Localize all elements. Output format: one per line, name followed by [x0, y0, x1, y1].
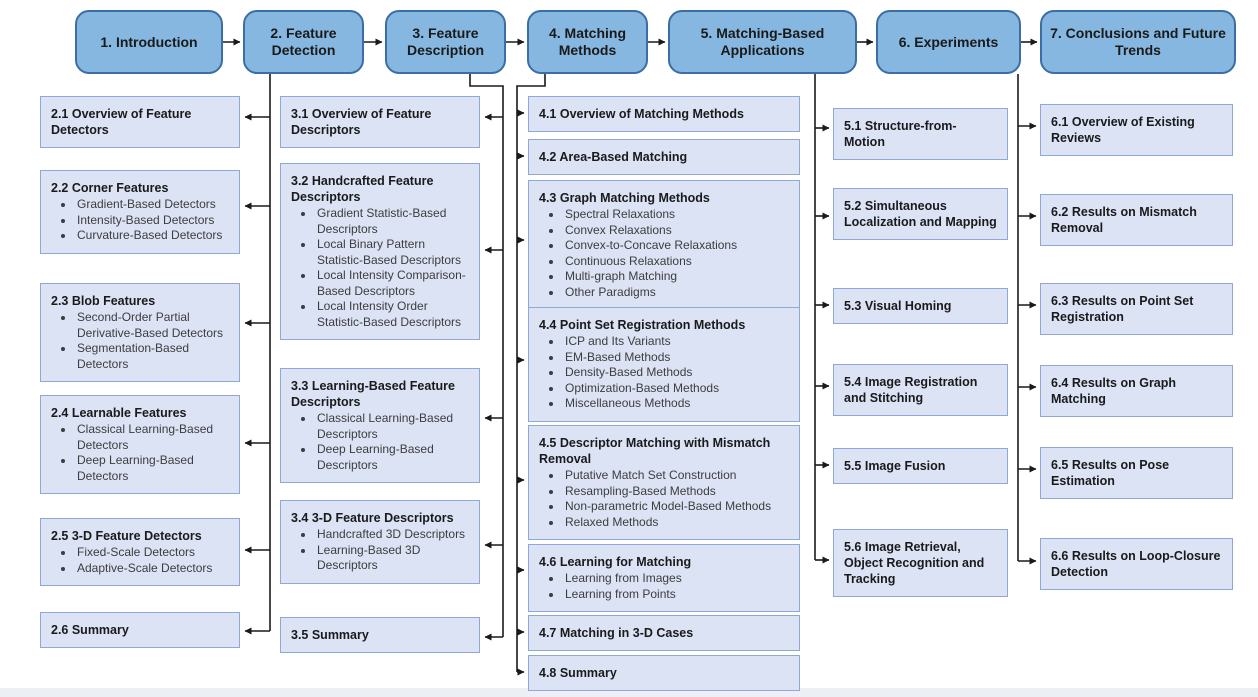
bullet-item: • Other Paradigms: [563, 285, 789, 301]
chapter-label: 7. Conclusions and Future Trends: [1050, 25, 1226, 58]
bullet-item: • Putative Match Set Construction: [563, 468, 789, 484]
bullet-item: • Convex-to-Concave Relaxations: [563, 238, 789, 254]
chapter-box-1: [75, 10, 223, 74]
section-box-4-5: [528, 425, 800, 540]
chapter-label: 6. Experiments: [898, 33, 999, 50]
section-box-2-3: [40, 283, 240, 382]
section-title: 6.3 Results on Point Set Registration: [1051, 294, 1194, 324]
bullet-item: • Gradient-Based Detectors: [75, 197, 229, 213]
bullet-list: [539, 334, 789, 412]
bullet-item: • Handcrafted 3D Descriptors: [315, 527, 469, 543]
chapter-box-3: [385, 10, 506, 74]
bullet-list: [51, 545, 229, 576]
bullet-list: [291, 527, 469, 574]
section-title: 4.1 Overview of Matching Methods: [539, 107, 744, 121]
bullet-item: • Non-parametric Model-Based Methods: [563, 499, 789, 515]
bullet-item: • Learning from Points: [563, 587, 789, 603]
section-box-4-8: [528, 655, 800, 691]
section-title: 5.4 Image Registration and Stitching: [844, 375, 978, 405]
bullet-item: • Local Intensity Order Statistic-Based Descriptors: [315, 299, 469, 330]
bullet-item: • Fixed-Scale Detectors: [75, 545, 229, 561]
chapter-box-7: [1040, 10, 1236, 74]
spine-chapter-2: [245, 74, 270, 631]
chapter-label: 5. Matching-Based Applications: [700, 25, 825, 58]
bullet-item: • Deep Learning-Based Detectors: [75, 453, 229, 484]
bullet-item: • ICP and Its Variants: [563, 334, 789, 350]
section-title: 3.2 Handcrafted Feature Descriptors: [291, 174, 434, 204]
bullet-list: [51, 197, 229, 244]
section-title: 3.1 Overview of Feature Descriptors: [291, 107, 432, 137]
bullet-list: [539, 571, 789, 602]
bullet-item: • Miscellaneous Methods: [563, 396, 789, 412]
section-title: 5.2 Simultaneous Localization and Mapping: [844, 199, 997, 229]
chapter-box-4: [527, 10, 648, 74]
bullet-list: [291, 206, 469, 330]
bullet-item: • EM-Based Methods: [563, 350, 789, 366]
chapter-label: 2. Feature Detection: [270, 25, 337, 58]
bullet-item: • Segmentation-Based Detectors: [75, 341, 229, 372]
section-box-2-1: [40, 96, 240, 148]
section-box-6-2: [1040, 194, 1233, 246]
section-title: 2.3 Blob Features: [51, 294, 156, 308]
chapter-label: 3. Feature Description: [406, 25, 484, 58]
bullet-item: • Local Binary Pattern Statistic-Based Descriptors: [315, 237, 469, 268]
chapter-box-5: [668, 10, 857, 74]
section-box-4-4: [528, 307, 800, 422]
bullet-item: • Convex Relaxations: [563, 223, 789, 239]
section-title: 4.5 Descriptor Matching with Mismatch Removal: [539, 436, 771, 466]
section-box-3-5: [280, 617, 480, 653]
section-title: 2.1 Overview of Feature Detectors: [51, 107, 192, 137]
bullet-item: • Classical Learning-Based Descriptors: [315, 411, 469, 442]
section-title: 4.2 Area-Based Matching: [539, 150, 688, 164]
bullet-item: • Density-Based Methods: [563, 365, 789, 381]
chapter-box-2: [243, 10, 364, 74]
section-title: 2.5 3-D Feature Detectors: [51, 529, 202, 543]
section-box-4-3: [528, 180, 800, 310]
bullet-item: • Spectral Relaxations: [563, 207, 789, 223]
section-title: 4.6 Learning for Matching: [539, 555, 692, 569]
section-box-4-2: [528, 139, 800, 175]
bullet-item: • Continuous Relaxations: [563, 254, 789, 270]
section-box-3-2: [280, 163, 480, 340]
section-box-5-6: [833, 529, 1008, 597]
section-title: 2.2 Corner Features: [51, 181, 169, 195]
section-box-3-1: [280, 96, 480, 148]
section-title: 5.1 Structure-from-Motion: [844, 119, 957, 149]
section-title: 5.3 Visual Homing: [844, 299, 952, 313]
section-title: 4.8 Summary: [539, 666, 617, 680]
section-box-2-5: [40, 518, 240, 586]
bullet-item: • Relaxed Methods: [563, 515, 789, 531]
section-title: 6.2 Results on Mismatch Removal: [1051, 205, 1197, 235]
section-box-3-4: [280, 500, 480, 584]
section-box-2-4: [40, 395, 240, 494]
spine-chapter-5: [815, 74, 829, 560]
chapter-label: 1. Introduction: [100, 33, 198, 50]
bullet-item: • Gradient Statistic-Based Descriptors: [315, 206, 469, 237]
section-box-4-7: [528, 615, 800, 651]
bullet-list: [539, 468, 789, 530]
section-box-4-1: [528, 96, 800, 132]
section-box-5-4: [833, 364, 1008, 416]
section-box-2-2: [40, 170, 240, 254]
section-title: 6.4 Results on Graph Matching: [1051, 376, 1177, 406]
section-title: 2.6 Summary: [51, 623, 129, 637]
bullet-list: [51, 310, 229, 372]
section-box-6-5: [1040, 447, 1233, 499]
bullet-item: • Optimization-Based Methods: [563, 381, 789, 397]
section-box-6-1: [1040, 104, 1233, 156]
section-title: 6.5 Results on Pose Estimation: [1051, 458, 1170, 488]
spine-chapter-6: [1018, 74, 1036, 561]
bullet-item: • Learning from Images: [563, 571, 789, 587]
chapter-box-6: [876, 10, 1021, 74]
bullet-list: [51, 422, 229, 484]
section-title: 6.6 Results on Loop-Closure Detection: [1051, 549, 1221, 579]
bullet-item: • Adaptive-Scale Detectors: [75, 561, 229, 577]
section-title: 3.3 Learning-Based Feature Descriptors: [291, 379, 455, 409]
section-title: 5.5 Image Fusion: [844, 459, 946, 473]
section-box-6-3: [1040, 283, 1233, 335]
section-box-4-6: [528, 544, 800, 612]
section-title: 4.4 Point Set Registration Methods: [539, 318, 746, 332]
section-title: 3.4 3-D Feature Descriptors: [291, 511, 454, 525]
section-title: 6.1 Overview of Existing Reviews: [1051, 115, 1195, 145]
bullet-item: • Deep Learning-Based Descriptors: [315, 442, 469, 473]
section-title: 4.7 Matching in 3-D Cases: [539, 626, 694, 640]
bullet-item: • Classical Learning-Based Detectors: [75, 422, 229, 453]
bullet-list: [539, 207, 789, 300]
chapter-label: 4. Matching Methods: [548, 25, 626, 58]
bullet-list: [291, 411, 469, 473]
bullet-item: • Learning-Based 3D Descriptors: [315, 543, 469, 574]
section-box-3-3: [280, 368, 480, 483]
section-box-5-2: [833, 188, 1008, 240]
bullet-item: • Multi-graph Matching: [563, 269, 789, 285]
section-box-5-3: [833, 288, 1008, 324]
bullet-item: • Local Intensity Comparison-Based Descriptors: [315, 268, 469, 299]
section-box-2-6: [40, 612, 240, 648]
section-box-5-1: [833, 108, 1008, 160]
section-box-6-4: [1040, 365, 1233, 417]
section-box-6-6: [1040, 538, 1233, 590]
section-title: 3.5 Summary: [291, 628, 369, 642]
bullet-item: • Curvature-Based Detectors: [75, 228, 229, 244]
bullet-item: • Second-Order Partial Derivative-Based Detectors: [75, 310, 229, 341]
section-box-5-5: [833, 448, 1008, 484]
bullet-item: • Resampling-Based Methods: [563, 484, 789, 500]
section-title: 4.3 Graph Matching Methods: [539, 191, 710, 205]
section-title: 5.6 Image Retrieval, Object Recognition and Tracking: [844, 540, 985, 586]
section-title: 2.4 Learnable Features: [51, 406, 187, 420]
bullet-item: • Intensity-Based Detectors: [75, 213, 229, 229]
